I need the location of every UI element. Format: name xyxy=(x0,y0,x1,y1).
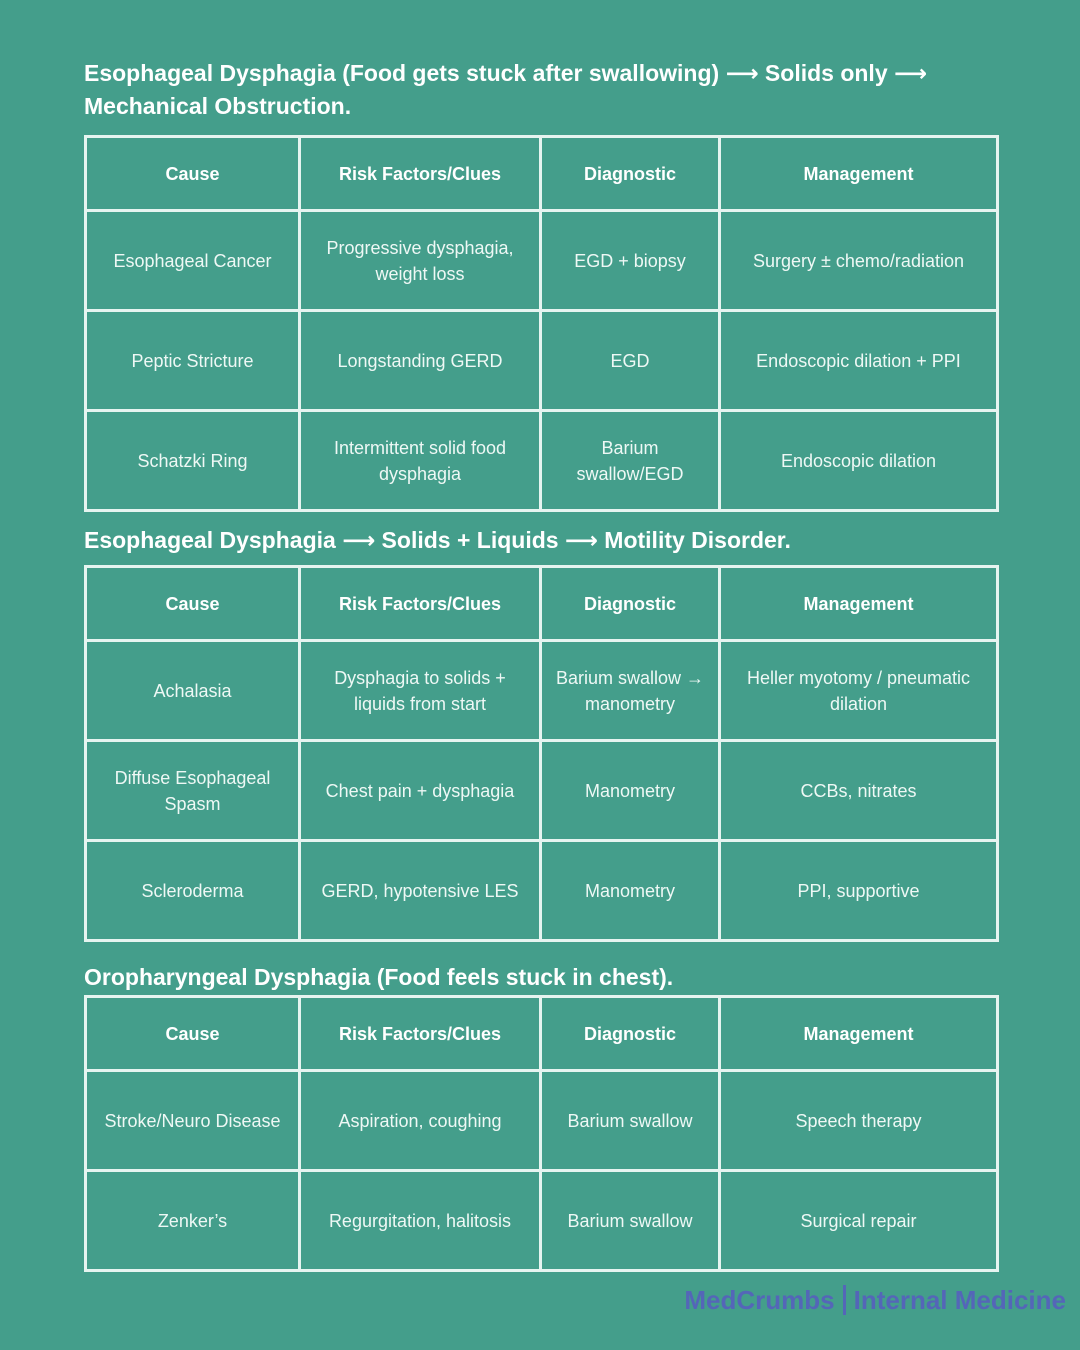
cell-cause: Scleroderma xyxy=(86,841,300,941)
table-header-row xyxy=(86,567,998,641)
footer-separator xyxy=(843,1285,846,1315)
cell-cause: Zenker’s xyxy=(86,1171,300,1271)
section-title-oropharyngeal: Oropharyngeal Dysphagia (Food feels stuck in chest). xyxy=(84,964,674,990)
table-row xyxy=(86,741,998,841)
table-row xyxy=(86,1071,998,1171)
cell-diagnostic: Barium swallow xyxy=(541,1171,720,1271)
table-row xyxy=(86,311,998,411)
table-header-row xyxy=(86,137,998,211)
cell-risk-factors: GERD, hypotensive LES xyxy=(300,841,541,941)
column-header-cause: Cause xyxy=(86,997,300,1071)
cell-management: Surgery ± chemo/radiation xyxy=(720,211,998,311)
cell-risk-factors: Regurgitation, halitosis xyxy=(300,1171,541,1271)
cell-management: Endoscopic dilation xyxy=(720,411,998,511)
cell-diagnostic: Manometry xyxy=(541,841,720,941)
cell-management: Heller myotomy / pneumatic dilation xyxy=(720,641,998,741)
brand-category: Internal Medicine xyxy=(853,1285,1066,1315)
cell-cause: Schatzki Ring xyxy=(86,411,300,511)
cell-risk-factors: Chest pain + dysphagia xyxy=(300,741,541,841)
column-header-cause: Cause xyxy=(86,137,300,211)
cell-diagnostic: Barium swallow/EGD xyxy=(541,411,720,511)
table-mechanical-obstruction xyxy=(84,135,999,512)
table-motility-disorder xyxy=(84,565,999,942)
cell-risk-factors: Aspiration, coughing xyxy=(300,1071,541,1171)
column-header-risk-factors: Risk Factors/Clues xyxy=(300,567,541,641)
table-row xyxy=(86,411,998,511)
cell-management: CCBs, nitrates xyxy=(720,741,998,841)
column-header-management: Management xyxy=(720,137,998,211)
column-header-diagnostic: Diagnostic xyxy=(541,137,720,211)
cell-diagnostic: Barium swallow xyxy=(541,1071,720,1171)
table-row xyxy=(86,641,998,741)
cell-risk-factors: Longstanding GERD xyxy=(300,311,541,411)
cell-cause: Diffuse Esophageal Spasm xyxy=(86,741,300,841)
table-row xyxy=(86,211,998,311)
cell-management: Speech therapy xyxy=(720,1071,998,1171)
column-header-diagnostic: Diagnostic xyxy=(541,997,720,1071)
section-title-mechanical-obstruction: Esophageal Dysphagia (Food gets stuck after swallowing) ⟶ Solids only ⟶ Mechanical Obstruction. xyxy=(84,60,927,119)
cell-diagnostic: EGD + biopsy xyxy=(541,211,720,311)
cell-cause: Stroke/Neuro Disease xyxy=(86,1071,300,1171)
table-row xyxy=(86,1171,998,1271)
cell-diagnostic: EGD xyxy=(541,311,720,411)
cell-cause: Peptic Stricture xyxy=(86,311,300,411)
cell-risk-factors: Dysphagia to solids + liquids from start xyxy=(300,641,541,741)
column-header-cause: Cause xyxy=(86,567,300,641)
cell-management: PPI, supportive xyxy=(720,841,998,941)
table-row xyxy=(86,841,998,941)
cell-management: Surgical repair xyxy=(720,1171,998,1271)
cell-diagnostic: Manometry xyxy=(541,741,720,841)
column-header-management: Management xyxy=(720,997,998,1071)
footer-brand xyxy=(684,1283,1066,1317)
cell-risk-factors: Progressive dysphagia, weight loss xyxy=(300,211,541,311)
cell-risk-factors: Intermittent solid food dysphagia xyxy=(300,411,541,511)
column-header-management: Management xyxy=(720,567,998,641)
cell-cause: Esophageal Cancer xyxy=(86,211,300,311)
column-header-risk-factors: Risk Factors/Clues xyxy=(300,997,541,1071)
cell-cause: Achalasia xyxy=(86,641,300,741)
column-header-diagnostic: Diagnostic xyxy=(541,567,720,641)
column-header-risk-factors: Risk Factors/Clues xyxy=(300,137,541,211)
brand-name: MedCrumbs xyxy=(684,1285,835,1315)
table-header-row xyxy=(86,997,998,1071)
cell-management: Endoscopic dilation + PPI xyxy=(720,311,998,411)
section-title-motility-disorder: Esophageal Dysphagia ⟶ Solids + Liquids ⟶ Motility Disorder. xyxy=(84,527,791,553)
table-oropharyngeal xyxy=(84,995,999,1272)
cell-diagnostic: Barium swallow → manometry xyxy=(541,641,720,741)
